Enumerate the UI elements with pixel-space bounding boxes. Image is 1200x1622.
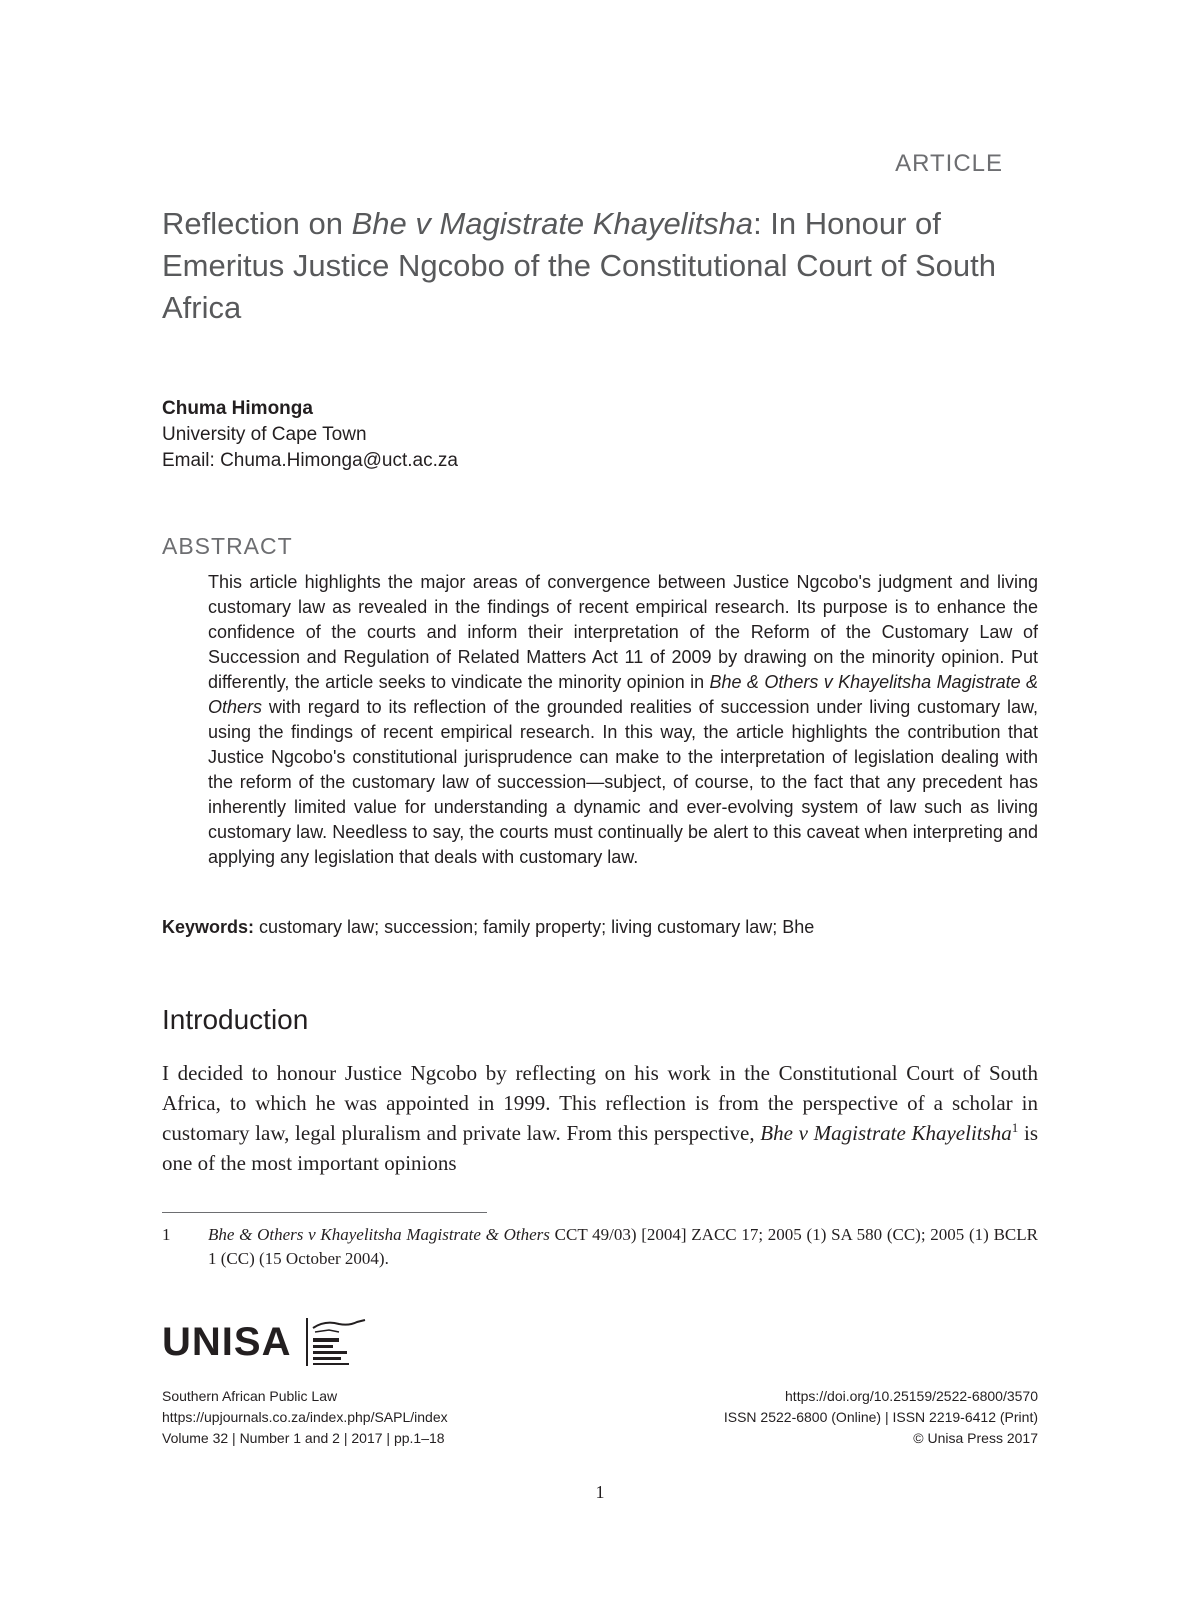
volume-info: Volume 32 | Number 1 and 2 | 2017 | pp.1–18 xyxy=(162,1430,445,1446)
author-affiliation: University of Cape Town xyxy=(162,424,367,445)
keywords xyxy=(162,917,814,938)
footnote-case-name: Bhe & Others v Khayelitsha Magistrate & Others xyxy=(208,1225,550,1244)
journal-name: Southern African Public Law xyxy=(162,1388,338,1404)
page-number: 1 xyxy=(595,1482,605,1502)
author-block xyxy=(162,396,458,474)
footnote xyxy=(162,1223,1038,1271)
intro-case-name: Bhe v Magistrate Khayelitsha xyxy=(760,1121,1012,1145)
title-case-name: Bhe v Magistrate Khayelitsha xyxy=(351,206,754,241)
abstract-heading: ABSTRACT xyxy=(162,533,293,559)
introduction-heading: Introduction xyxy=(162,1004,309,1035)
footnote-number: 1 xyxy=(162,1225,171,1244)
unisa-emblem-icon xyxy=(305,1316,371,1368)
intro-part-1: I decided to honour Justice Ngcobo by reflecting on his work in the Constitutional Court of South Africa, to which he was appointed in 1999. This reflection is from the perspective of a scholar in customary law, legal pluralism and private law. From this perspective, xyxy=(162,1061,1038,1145)
title-suffix: : In Honour of Emeritus Justice Ngcobo of the Constitutional Court of South Africa xyxy=(162,206,996,325)
abstract-text xyxy=(208,570,1038,870)
introduction-text xyxy=(162,1058,1038,1178)
abstract-part-2: with regard to its reflection of the grounded realities of succession under living customary law, using the findings of recent empirical research. In this way, the article highlights the contribution that Justice Ngcobo's constitutional jurisprudence can make to the interpretation of legislation dealing with the reform of the customary law of succession—subject, of course, to the fact that any precedent has inherently limited value for understanding a dynamic and ever-evolving system of law such as living customary law. Needless to say, the courts must continually be alert to this caveat when interpreting and applying any legislation that deals with customary law. xyxy=(208,697,1038,867)
title-prefix: Reflection on xyxy=(162,206,352,241)
unisa-logo xyxy=(162,1320,291,1364)
keywords-text: customary law; succession; family property; living customary law; Bhe xyxy=(254,917,815,937)
copyright: © Unisa Press 2017 xyxy=(913,1430,1038,1446)
footnote-ref[interactable]: 1 xyxy=(1011,1120,1019,1135)
footnote-citation: CCT 49/03) [2004] ZACC 17; 2005 (1) SA 580 (CC); 2005 (1) BCLR 1 (CC) (15 October 2004). xyxy=(208,1225,1038,1268)
abstract-part-1: This article highlights the major areas of convergence between Justice Ngcobo's judgment and living customary law as revealed in the findings of recent empirical research. Its purpose is to enhance the confidence of the courts and inform their interpretation of the Reform of the Customary Law of Succession and Regulation of Related Matters Act 11 of 2009 by drawing on the minority opinion. Put differently, the article seeks to vindicate the minority opinion in xyxy=(208,572,1038,692)
publication-info-left xyxy=(162,1386,448,1449)
intro-part-2: is one of the most important opinions xyxy=(162,1121,1038,1175)
journal-url[interactable]: https://upjournals.co.za/index.php/SAPL/index xyxy=(162,1409,448,1425)
author-email[interactable]: Email: Chuma.Himonga@uct.ac.za xyxy=(162,450,458,471)
article-label: ARTICLE xyxy=(895,150,1003,177)
author-name: Chuma Himonga xyxy=(162,398,313,419)
footnote-text xyxy=(208,1223,1038,1271)
abstract-case-name: Bhe & Others v Khayelitsha Magistrate & Others xyxy=(208,672,1038,717)
doi-link[interactable]: https://doi.org/10.25159/2522-6800/3570 xyxy=(785,1388,1038,1404)
article-title xyxy=(162,203,1042,329)
keywords-label: Keywords: xyxy=(162,917,255,937)
unisa-logo-text: UNISA xyxy=(162,1320,292,1364)
footnote-divider xyxy=(162,1212,487,1213)
publication-info-right xyxy=(724,1386,1038,1449)
issn-info: ISSN 2522-6800 (Online) | ISSN 2219-6412 (Print) xyxy=(723,1409,1038,1425)
